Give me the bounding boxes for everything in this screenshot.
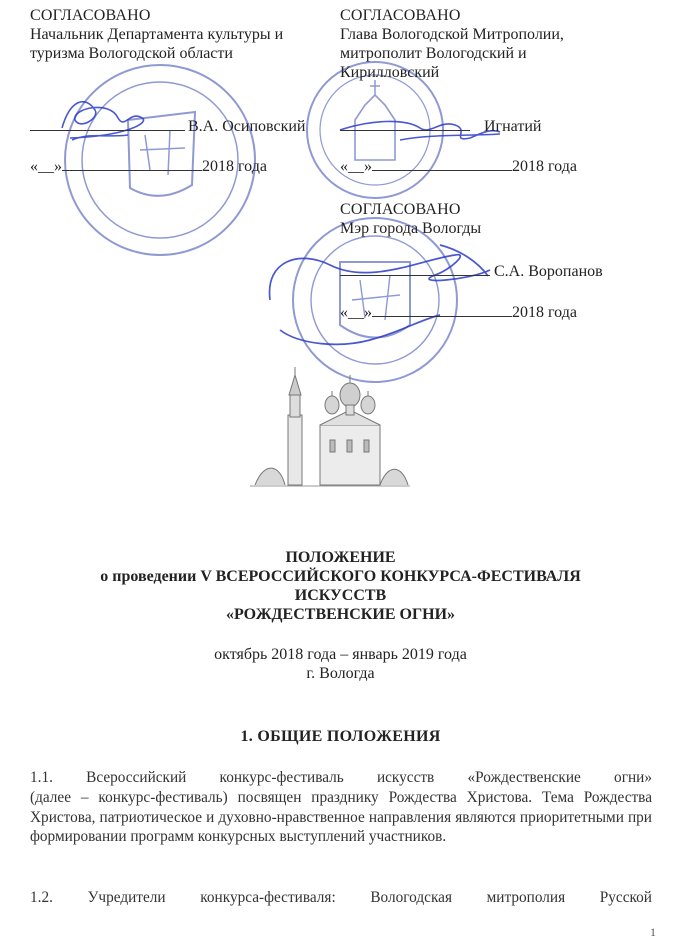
approval-3-date-suffix: 2018 года (512, 304, 577, 321)
doc-title-line3: ИСКУССТВ (294, 587, 387, 604)
approval-2-date-suffix: 2018 года (512, 158, 577, 175)
approval-3-heading: СОГЛАСОВАНО (340, 201, 461, 218)
approval-2-signer: Игнатий (484, 118, 542, 135)
approval-1-date-suffix: 2018 года (202, 158, 267, 175)
approval-3-position-line1: Мэр города Вологды (340, 220, 482, 237)
approval-3-signer: С.А. Воропанов (494, 263, 603, 280)
approval-1-date-prefix: «__» (30, 158, 62, 175)
approval-2-signature-line (340, 117, 640, 136)
approval-1-heading: СОГЛАСОВАНО (30, 7, 151, 24)
doc-title: ПОЛОЖЕНИЕ (285, 549, 396, 566)
approval-1-date (30, 157, 330, 176)
round-stamp-city-administration (293, 218, 457, 382)
doc-title-line2: о проведении V ВСЕРОССИЙСКОГО КОНКУРСА-ФЕСТИВАЛЯ (100, 568, 581, 585)
section-heading: 1. ОБЩИЕ ПОЛОЖЕНИЯ (240, 728, 441, 745)
paragraph-1-1-first-line: 1.1. Всероссийский конкурс-фестиваль искусств «Рождественские огни» (30, 769, 652, 786)
paragraph-1-1-body: (далее – конкурс-фестиваль) посвящен празднику Рождества Христова. Тема Рождества Христова, патриотическое и духовно-нравственное направления являются приоритетными при формировании программ конкурсных выступлений участников. (30, 789, 652, 845)
paragraph-1-2: 1.2. Учредители конкурса-фестиваля: Вологодская митрополия Русской (30, 889, 652, 906)
approval-2-date (340, 157, 640, 176)
approval-1-signature-line (30, 117, 340, 136)
approval-3-signature-line (340, 262, 640, 281)
approval-3-date (340, 303, 640, 322)
approval-1-position-line1: Начальник Департамента культуры и (30, 26, 284, 43)
approval-2-position-line3: Кирилловский (340, 64, 440, 81)
approval-2-date-prefix: «__» (340, 158, 372, 175)
approval-1-signer: В.А. Осиповский (188, 118, 306, 135)
approval-2-heading: СОГЛАСОВАНО (340, 7, 461, 24)
page-number: 1 (650, 925, 656, 939)
approval-2-position-line2: митрополит Вологодский и (340, 45, 527, 62)
cathedral-illustration (250, 365, 410, 495)
approval-3-date-prefix: «__» (340, 304, 372, 321)
event-city: г. Вологда (306, 665, 375, 682)
approval-2-position-line1: Глава Вологодской Митрополии, (340, 26, 564, 43)
doc-title-line4: «РОЖДЕСТВЕНСКИЕ ОГНИ» (225, 606, 456, 623)
approval-1-position-line2: туризма Вологодской области (30, 45, 233, 62)
event-dates: октябрь 2018 года – январь 2019 года (214, 646, 467, 663)
